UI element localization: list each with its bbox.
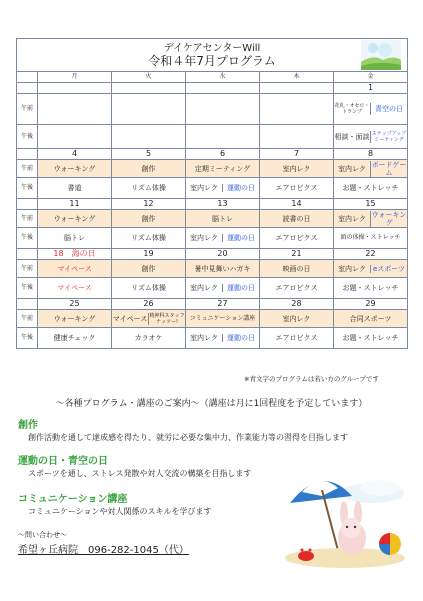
date-cell: 28: [260, 299, 334, 310]
program-cell: ウォーキング: [38, 160, 112, 178]
program-cell: 創作: [112, 260, 186, 278]
program-item: ウォーキング: [371, 210, 407, 227]
program-cell: 頭の体操・ストレッチ: [334, 228, 408, 249]
pm-label: 午後: [17, 328, 38, 349]
guide-title: ～各種プログラム・講座のご案内～（講座は月に1回程度を予定しています）: [55, 399, 368, 409]
program-item: 運動の日: [222, 284, 259, 292]
program-item: 室内レク: [190, 284, 218, 292]
program-cell: 読書の日: [260, 210, 334, 228]
program-cell: 創作: [112, 160, 186, 178]
contact-line: 希望ヶ丘病院 096-282-1045（代）: [18, 545, 189, 556]
date-cell: 18 海の日: [38, 249, 112, 260]
date-cell: 5: [112, 149, 186, 160]
program-cell: [260, 94, 334, 125]
program-cell: コミュニケーション講座: [186, 310, 260, 328]
date-cell: 27: [186, 299, 260, 310]
program-cell: 映画の日: [260, 260, 334, 278]
program-cell: お题・ストレッチ: [334, 178, 408, 199]
section-text-creative: 創作活動を通して達成感を得たり、就労に必要な集中力、作業能力等の習得を目指します: [28, 433, 348, 442]
pm-label: 午後: [17, 228, 38, 249]
center-name: デイケアセンターWill: [163, 43, 261, 54]
program-cell: [186, 125, 260, 149]
program-cell: [334, 94, 408, 125]
split-cell: [334, 161, 407, 177]
am-label: 午前: [17, 310, 38, 328]
split-cell: [334, 131, 407, 143]
date-label-cell: [17, 149, 38, 160]
afternoon-row: [17, 278, 408, 299]
program-cell: [38, 125, 112, 149]
program-cell: リズム体操: [112, 228, 186, 249]
date-row: [17, 299, 408, 310]
program-title: 令和４年7月プログラム: [148, 54, 276, 68]
program-cell: [112, 125, 186, 149]
am-label: 午前: [17, 260, 38, 278]
program-cell: [186, 94, 260, 125]
split-cell: [334, 211, 407, 227]
split-cell: [186, 284, 259, 292]
date-label-cell: [17, 199, 38, 210]
date-row: [17, 199, 408, 210]
program-item: 室内レク: [338, 264, 366, 273]
program-cell: 健康チェック: [38, 328, 112, 349]
split-cell: [186, 184, 259, 192]
date-cell: 12: [112, 199, 186, 210]
program-cell: マイペース: [38, 278, 112, 299]
date-cell: 20: [186, 249, 260, 260]
date-cell: 22: [334, 249, 408, 260]
date-cell: 1: [334, 83, 408, 94]
date-row: [17, 249, 408, 260]
program-cell: [186, 278, 260, 299]
split-cell: [186, 334, 259, 342]
program-cell: お题・ストレッチ: [334, 328, 408, 349]
program-item: 青空の日: [370, 103, 407, 115]
program-cell: [260, 125, 334, 149]
weekday-cell: 水: [186, 72, 260, 83]
program-cell: [186, 228, 260, 249]
program-cell: ウォーキング: [38, 210, 112, 228]
program-cell: 脳トレ: [186, 210, 260, 228]
corner-cell: [17, 72, 38, 83]
program-cell: [112, 310, 186, 328]
program-cell: 暑中見舞いハガキ: [186, 260, 260, 278]
split-cell: [186, 234, 259, 242]
program-cell: エアロビクス: [260, 278, 334, 299]
date-row: [17, 83, 408, 94]
program-cell: [112, 94, 186, 125]
program-item: 室内レク: [338, 164, 366, 173]
program-cell: ウォーキング: [38, 310, 112, 328]
section-text-sports: スポーツを通し、ストレス発散や対人交流の構築を目指します: [28, 469, 252, 478]
date-cell: 4: [38, 149, 112, 160]
program-item: 精神科スタッフ ナッツー!: [149, 312, 185, 325]
date-cell: [186, 83, 260, 94]
program-cell: 定期ミーティング: [186, 160, 260, 178]
program-cell: [334, 260, 408, 278]
date-cell: 8: [334, 149, 408, 160]
date-label-cell: [17, 249, 38, 260]
weekday-header-row: [17, 72, 408, 83]
morning-row: [17, 160, 408, 178]
program-cell: リズム体操: [112, 178, 186, 199]
afternoon-row: [17, 178, 408, 199]
program-item: マイペース: [112, 314, 148, 323]
section-title-communication: コミュニケーション講座: [18, 494, 128, 505]
split-cell: [334, 103, 407, 115]
program-cell: [334, 160, 408, 178]
weekday-cell: 月: [38, 72, 112, 83]
program-item: 運動の日: [222, 334, 259, 342]
program-cell: [334, 210, 408, 228]
landscape-logo-icon: [361, 40, 401, 70]
am-label: 午前: [17, 160, 38, 178]
date-cell: 6: [186, 149, 260, 160]
date-cell: 14: [260, 199, 334, 210]
date-cell: 19: [112, 249, 186, 260]
am-label: 午前: [17, 94, 38, 125]
date-label-cell: [17, 83, 38, 94]
program-cell: [334, 125, 408, 149]
section-text-communication: コミュニケーションや対人関係のスキルを学びます: [28, 507, 212, 516]
section-title-sports: 運動の日・青空の日: [18, 456, 108, 467]
program-item: 室内レク: [190, 334, 218, 342]
morning-row: [17, 210, 408, 228]
afternoon-row: [17, 328, 408, 349]
program-item: 運動の日: [222, 234, 259, 242]
date-cell: 15: [334, 199, 408, 210]
morning-row: [17, 94, 408, 125]
section-title-creative: 創作: [18, 420, 38, 431]
date-cell: 7: [260, 149, 334, 160]
weekday-cell: 火: [112, 72, 186, 83]
weekday-cell: 金: [334, 72, 408, 83]
date-row: [17, 149, 408, 160]
program-item: 室内レク: [190, 184, 218, 192]
program-item: 室内レク: [338, 214, 366, 223]
date-cell: [112, 83, 186, 94]
program-cell: リズム体操: [112, 278, 186, 299]
pm-label: 午後: [17, 178, 38, 199]
program-cell: マイペース: [38, 260, 112, 278]
title-box: [16, 38, 408, 71]
program-item: ボードゲーム: [371, 160, 407, 177]
schedule-table: [16, 71, 408, 349]
program-cell: 書道: [38, 178, 112, 199]
program-cell: [186, 178, 260, 199]
program-item: eスポーツ: [370, 265, 407, 273]
pm-label: 午後: [17, 278, 38, 299]
afternoon-row: [17, 228, 408, 249]
program-cell: [186, 328, 260, 349]
program-cell: カラオケ: [112, 328, 186, 349]
program-item: ステップアップミーティング: [371, 130, 407, 143]
program-cell: 創作: [112, 210, 186, 228]
afternoon-row: [17, 125, 408, 149]
date-cell: 11: [38, 199, 112, 210]
morning-row: [17, 310, 408, 328]
program-cell: 合同スポーツ: [334, 310, 408, 328]
date-cell: 21: [260, 249, 334, 260]
date-cell: [260, 83, 334, 94]
program-cell: [38, 94, 112, 125]
footnote: [244, 374, 379, 383]
program-cell: 室内レク: [260, 160, 334, 178]
date-cell: [38, 83, 112, 94]
am-label: 午前: [17, 210, 38, 228]
program-cell: エアロビクス: [260, 328, 334, 349]
date-cell: 13: [186, 199, 260, 210]
program-cell: エアロビクス: [260, 178, 334, 199]
morning-row: [17, 260, 408, 278]
footnote-text: ※青文字のプログラムは若い方のグループです: [244, 375, 380, 383]
split-cell: [112, 313, 185, 325]
pm-label: 午後: [17, 125, 38, 149]
program-item: 運動の日: [222, 184, 259, 192]
program-cell: 脳トレ: [38, 228, 112, 249]
date-label-cell: [17, 299, 38, 310]
program-cell: エアロビクス: [260, 228, 334, 249]
program-cell: 室内レク: [260, 310, 334, 328]
program-item: 室内レク: [190, 234, 218, 242]
program-cell: お题・ストレッチ: [334, 278, 408, 299]
contact-label: ～問い合わせ～: [18, 531, 67, 539]
split-cell: [334, 265, 407, 273]
date-cell: 29: [334, 299, 408, 310]
program-item: 花札・オセロ・トランプ: [334, 103, 370, 115]
weekday-cell: 木: [260, 72, 334, 83]
beach-bunny-illustration-icon: [282, 458, 408, 570]
date-cell: 25: [38, 299, 112, 310]
date-cell: 26: [112, 299, 186, 310]
program-item: 相談・面談: [334, 132, 370, 141]
